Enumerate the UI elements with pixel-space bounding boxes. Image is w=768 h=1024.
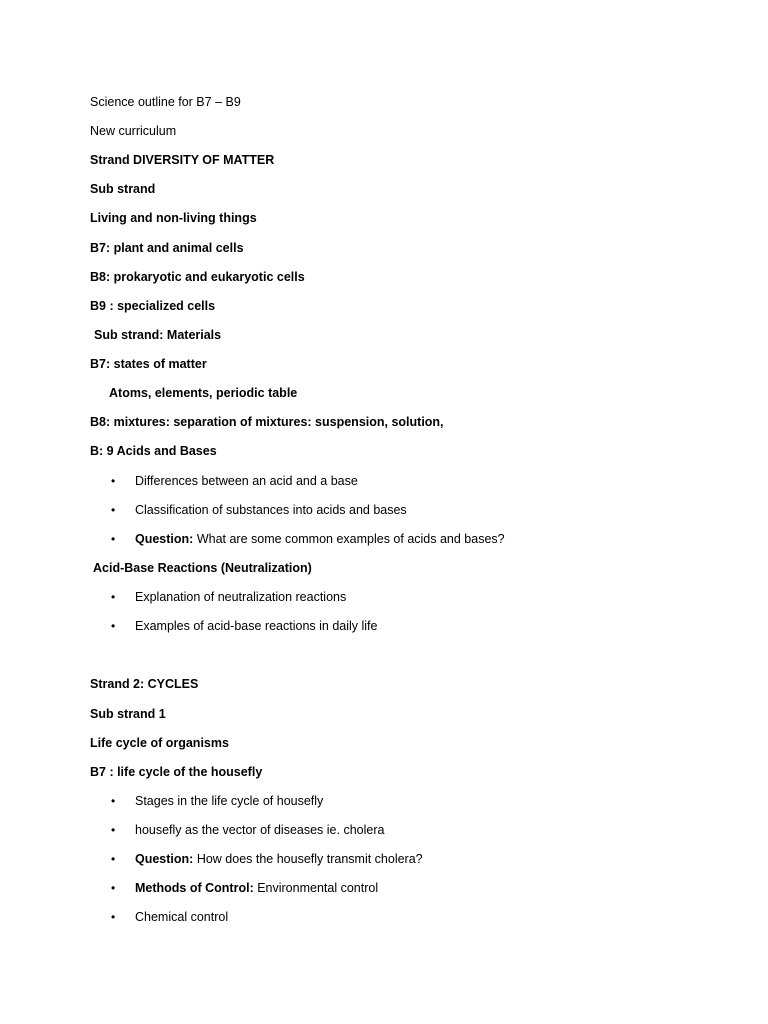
- bullet-icon: •: [111, 823, 116, 837]
- b9-topic: B9 : specialized cells: [90, 299, 216, 313]
- bullet-text: Differences between an acid and a base: [135, 474, 358, 488]
- bullet-icon: •: [111, 881, 116, 895]
- list-item: [111, 531, 505, 547]
- bullet-lead: Question:: [135, 532, 194, 546]
- bullet-lead: Methods of Control:: [135, 881, 254, 895]
- sub-strand-label: Sub strand: [90, 182, 156, 196]
- b9-acids-bases: B: 9 Acids and Bases: [90, 444, 217, 458]
- doc-title: Science outline for B7 – B9: [90, 95, 241, 109]
- bullet-text: Chemical control: [135, 910, 229, 924]
- doc-subtitle: New curriculum: [90, 124, 177, 138]
- bullet-icon: •: [111, 590, 116, 604]
- sub-strand-1: Sub strand 1: [90, 707, 166, 721]
- list-item: [111, 822, 384, 838]
- bullet-text: Explanation of neutralization reactions: [135, 590, 347, 604]
- bullet-text: How does the housefly transmit cholera?: [193, 852, 423, 866]
- bullet-icon: •: [111, 910, 116, 924]
- bullet-text: Stages in the life cycle of housefly: [135, 794, 324, 808]
- bullet-icon: •: [111, 794, 116, 808]
- bullet-icon: •: [111, 532, 116, 546]
- life-cycle-topic: Life cycle of organisms: [90, 736, 229, 750]
- strand-heading: Strand DIVERSITY OF MATTER: [90, 153, 275, 167]
- list-item: [111, 502, 407, 518]
- bullet-text: Environmental control: [253, 881, 379, 895]
- bullet-text: Classification of substances into acids and bases: [135, 503, 407, 517]
- list-item: [111, 618, 377, 634]
- bullet-icon: •: [111, 474, 116, 488]
- sub-strand-topic: Living and non-living things: [90, 211, 257, 225]
- list-item: [111, 589, 346, 605]
- b8-topic: B8: prokaryotic and eukaryotic cells: [90, 270, 305, 284]
- bullet-icon: •: [111, 619, 116, 633]
- list-item: [111, 793, 323, 809]
- b7-housefly: B7 : life cycle of the housefly: [90, 765, 263, 779]
- bullet-text: housefly as the vector of diseases ie. cholera: [135, 823, 385, 837]
- list-item: [111, 909, 228, 925]
- bullet-icon: •: [111, 503, 116, 517]
- list-item: [111, 473, 358, 489]
- bullet-text: What are some common examples of acids and bases?: [193, 532, 505, 546]
- bullet-icon: •: [111, 852, 116, 866]
- neutralization-heading: Acid-Base Reactions (Neutralization): [93, 561, 312, 575]
- b7-topic: B7: plant and animal cells: [90, 241, 244, 255]
- b7-states-of-matter: B7: states of matter: [90, 357, 207, 371]
- bullet-text: Examples of acid-base reactions in daily life: [135, 619, 378, 633]
- b8-mixtures: B8: mixtures: separation of mixtures: suspension, solution,: [90, 415, 444, 429]
- list-item: [111, 880, 378, 896]
- sub-strand-materials: Sub strand: Materials: [94, 328, 222, 342]
- strand-2-heading: Strand 2: CYCLES: [90, 677, 199, 691]
- atoms-elements-line: Atoms, elements, periodic table: [109, 386, 298, 400]
- bullet-lead: Question:: [135, 852, 194, 866]
- list-item: [111, 851, 423, 867]
